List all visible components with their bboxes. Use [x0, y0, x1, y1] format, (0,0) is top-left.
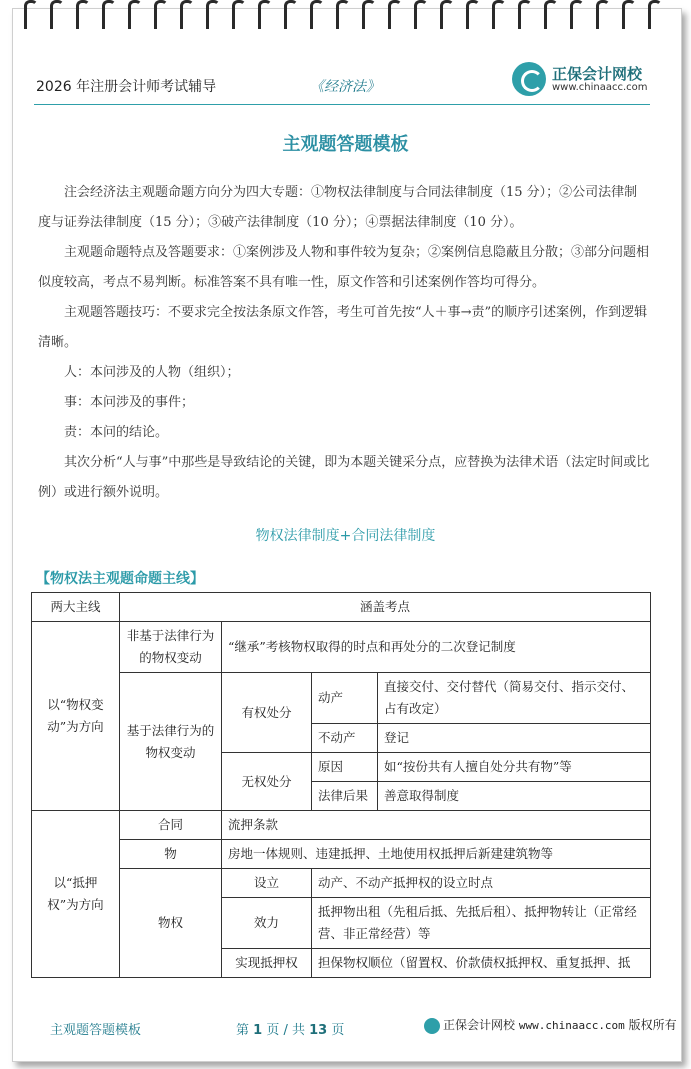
- page-total: 13: [309, 1023, 328, 1038]
- header-divider: [34, 104, 650, 105]
- table-cell: 担保物权顺位（留置权、价款债权抵押权、重复抵押、抵: [312, 949, 651, 978]
- paragraph: 其次分析“人与事”中那些是导致结论的关键，即为本题关键采分点，应替换为法律术语（法定时间或比例）或进行额外说明。: [38, 455, 650, 500]
- table-cell: 流押条款: [222, 811, 651, 840]
- table-header-cell: 涵盖考点: [120, 593, 651, 622]
- table-cell: 动产: [312, 673, 378, 724]
- table-cell: 原因: [312, 753, 378, 782]
- logo-name: 正保会计网校: [552, 65, 643, 83]
- table-cell: 善意取得制度: [378, 782, 651, 811]
- footer-title: 主观题答题模板: [50, 1023, 142, 1038]
- table-cell: 以“物权变动”为方向: [32, 622, 120, 811]
- table-cell: 法律后果: [312, 782, 378, 811]
- brand-logo: [512, 60, 652, 100]
- topics-table: [31, 592, 651, 978]
- paragraph: 主观题答题技巧：不要求完全按法条原文作答，考生可首先按“人＋事→责”的顺序引述案例，作到逻辑清晰。: [38, 305, 648, 350]
- page-indicator: 第 1 页 / 共 13 页: [236, 1023, 345, 1038]
- table-cell: 非基于法律行为的物权变动: [120, 622, 222, 673]
- table-cell: 基于法律行为的物权变动: [120, 673, 222, 811]
- table-cell: 以“抵押权”为方向: [32, 811, 120, 978]
- table-cell: 抵押物出租（先租后抵、先抵后租）、抵押物转让（正常经营、非正常经营）等: [312, 898, 651, 949]
- footer-brand: [424, 1016, 677, 1034]
- table-cell: 设立: [222, 869, 312, 898]
- table-cell: 效力: [222, 898, 312, 949]
- table-cell: 物权: [120, 869, 222, 978]
- table-cell: 不动产: [312, 724, 378, 753]
- table-cell: 无权处分: [222, 753, 312, 811]
- paragraph: 注会经济法主观题命题方向分为四大专题：①物权法律制度与合同法律制度（15 分）；②公司法律制度与证券法律制度（15 分）；③破产法律制度（10 分）；④票据法律制度（10 分）。: [38, 185, 638, 230]
- logo-url: www.chinaacc.com: [552, 82, 648, 93]
- table-cell: 有权处分: [222, 673, 312, 753]
- table-cell: 实现抵押权: [222, 949, 312, 978]
- spiral-binding: [24, 0, 664, 32]
- footer-url: www.chinaacc.com: [518, 1019, 625, 1032]
- subject-name: 《经济法》: [310, 79, 380, 95]
- table-header-cell: 两大主线: [32, 593, 120, 622]
- paragraph: 责：本问的结论。: [64, 425, 169, 440]
- page-number: 1: [253, 1023, 263, 1038]
- intro-text: [38, 178, 650, 508]
- section-title: 【物权法主观题命题主线】: [36, 571, 204, 587]
- table-cell: “继承”考核物权取得的时点和再处分的二次登记制度: [222, 622, 651, 673]
- footer-rights: 版权所有: [628, 1018, 677, 1032]
- table-cell: 如“按份共有人擅自处分共有物”等: [378, 753, 651, 782]
- paragraph: 人：本问涉及的人物（组织）；: [64, 365, 240, 380]
- table-cell: 动产、不动产抵押权的设立时点: [312, 869, 651, 898]
- table-cell: 物: [120, 840, 222, 869]
- section-subtitle: 物权法律制度+合同法律制度: [255, 528, 436, 544]
- footer-brand-name: 正保会计网校: [443, 1018, 516, 1032]
- page-title: 主观题答题模板: [282, 134, 409, 155]
- logo-icon: [512, 62, 546, 96]
- table-cell: 房地一体规则、违建抵押、土地使用权抵押后新建建筑物等: [222, 840, 651, 869]
- exam-title: 2026 年注册会计师考试辅导: [36, 79, 217, 95]
- logo-icon: [424, 1018, 440, 1034]
- table-cell: 直接交付、交付替代（简易交付、指示交付、占有改定）: [378, 673, 651, 724]
- table-cell: 合同: [120, 811, 222, 840]
- table-cell: 登记: [378, 724, 651, 753]
- paragraph: 主观题命题特点及答题要求：①案例涉及人物和事件较为复杂；②案例信息隐蔽且分散；③部分问题相似度较高，考点不易判断。标准答案不具有唯一性，原文作答和引述案例作答均可得分。: [38, 245, 650, 290]
- paragraph: 事：本问涉及的事件；: [64, 395, 195, 410]
